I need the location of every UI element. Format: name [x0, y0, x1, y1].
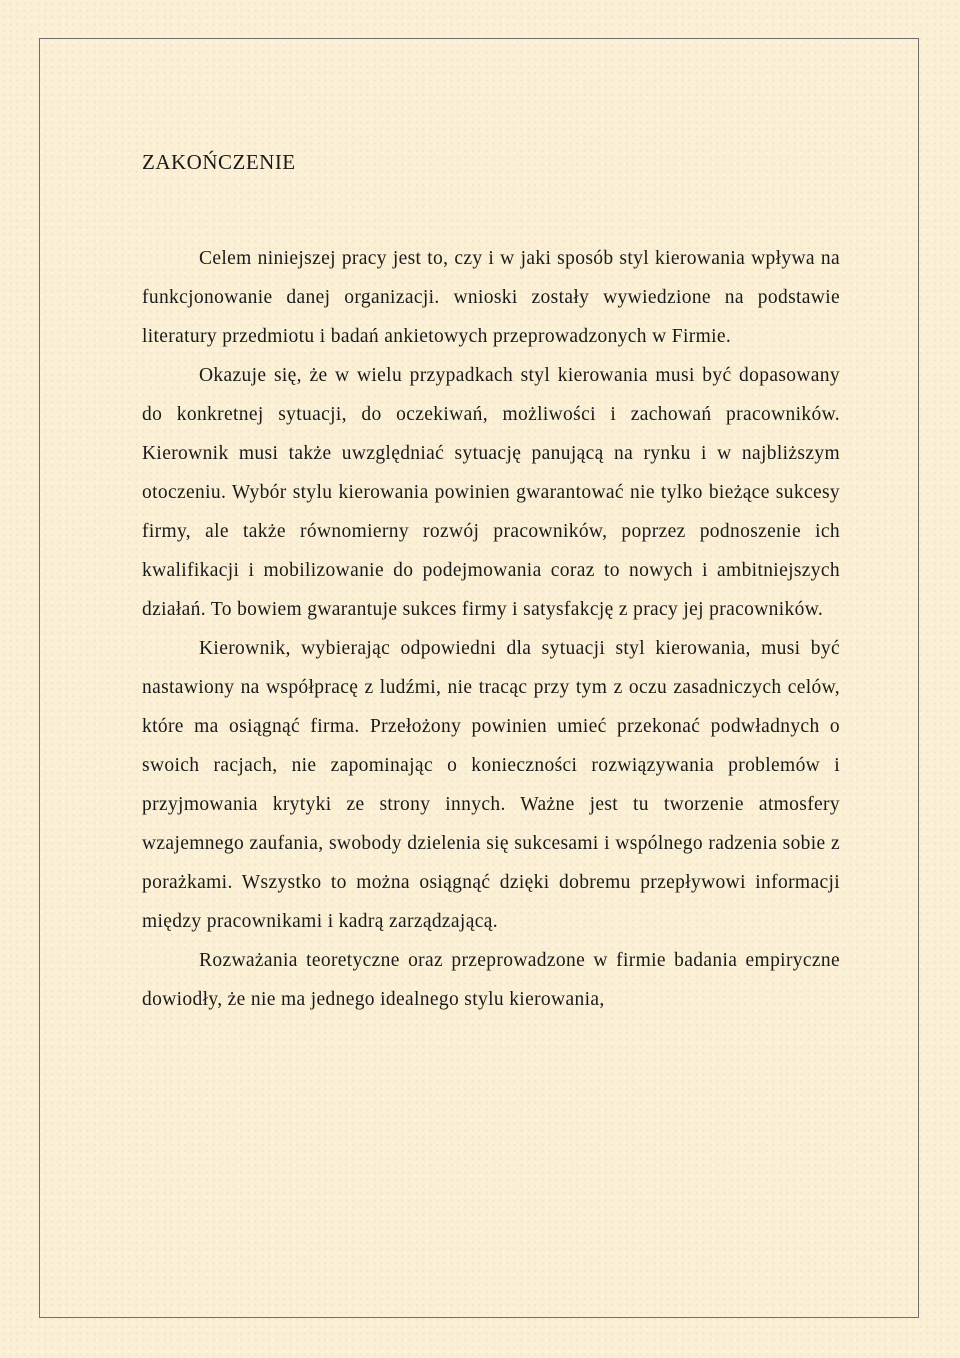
paragraph-1: Celem niniejszej pracy jest to, czy i w jaki sposób styl kierowania wpływa na funkcjonowanie danej organizacji. wnioski zostały wywiedzione na podstawie literatury przedmiotu i badań ankietowych przeprowadzonych w Firmie. [142, 248, 840, 347]
paragraph-4: Rozważania teoretyczne oraz przeprowadzone w firmie badania empiryczne dowiodły, że nie ma jednego idealnego stylu kierowania, [142, 950, 840, 1010]
paragraph-2: Okazuje się, że w wielu przypadkach styl kierowania musi być dopasowany do konkretnej sytuacji, do oczekiwań, możliwości i zachowań pracowników. Kierownik musi także uwzględniać sytuację panującą na rynku i w najbliższym otoczeniu. Wybór stylu kierowania powinien gwarantować nie tylko bieżące sukcesy firmy, ale także równomierny rozwój pracowników, poprzez podnoszenie ich kwalifikacji i mobilizowanie do podejmowania coraz to nowych i ambitniejszych działań. To bowiem gwarantuje sukces firmy i satysfakcję z pracy jej pracowników. [142, 365, 840, 620]
page-title: ZAKOŃCZENIE [142, 150, 296, 174]
document-content [142, 142, 840, 1019]
paragraph-3: Kierownik, wybierając odpowiedni dla sytuacji styl kierowania, musi być nastawiony na współpracę z ludźmi, nie tracąc przy tym z oczu zasadniczych celów, które ma osiągnąć firma. Przełożony powinien umieć przekonać podwładnych o swoich racjach, nie zapominając o konieczności rozwiązywania problemów i przyjmowania krytyki ze strony innych. Ważne jest tu tworzenie atmosfery wzajemnego zaufania, swobody dzielenia się sukcesami i wspólnego radzenia sobie z porażkami. Wszystko to można osiągnąć dzięki dobremu przepływowi informacji między pracownikami i kadrą zarządzającą. [142, 638, 840, 932]
document-body [142, 239, 840, 1019]
